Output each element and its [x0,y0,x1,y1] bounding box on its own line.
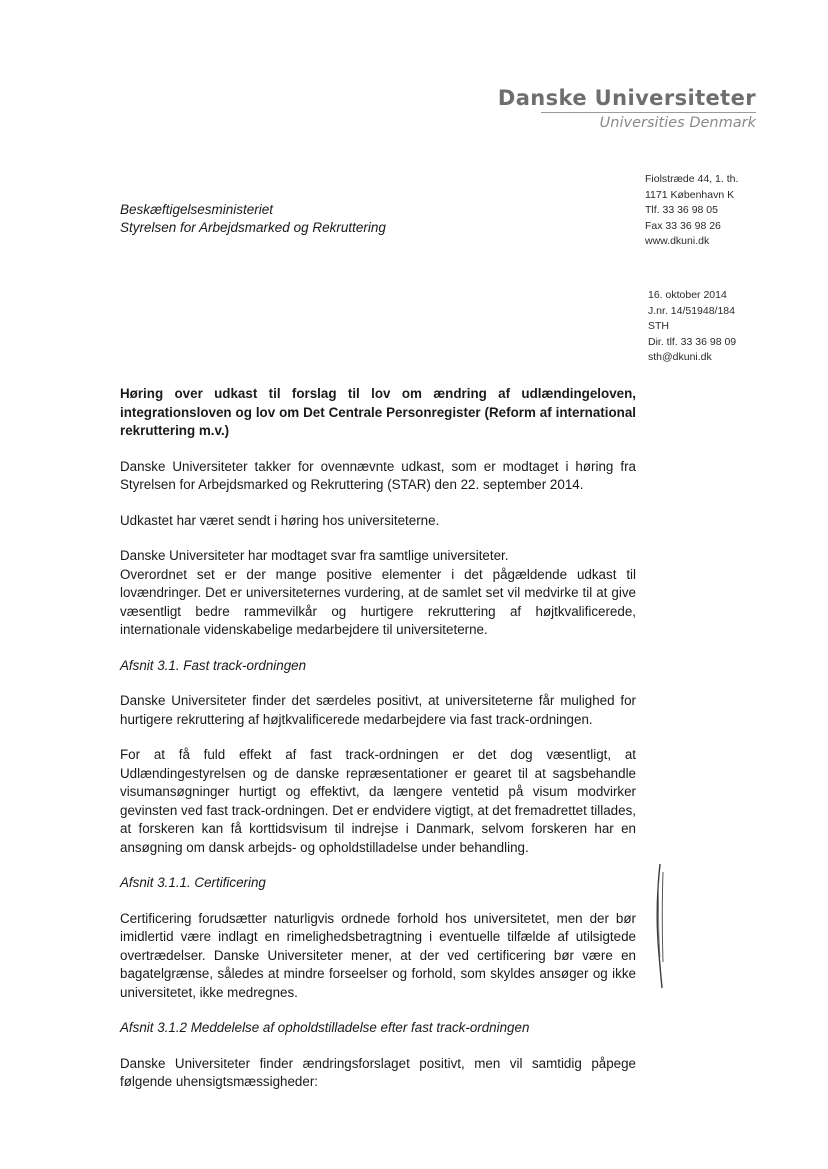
sender-phone: Tlf. 33 36 98 05 [645,204,718,216]
sender-initials: STH [648,320,669,332]
paragraph-residence-permit: Danske Universiteter finder ændringsforslaget positivt, men vil samtidig påpege følgende uhensigtsmæssigheder: [120,1055,636,1089]
sender-email: sth@dkuni.dk [648,351,712,363]
sender-address-street: Fiolstræde 44, 1. th. [645,173,739,185]
section-heading-residence-permit: Afsnit 3.1.2 Meddelelse af opholdstilladelse efter fast track-ordningen [120,1020,530,1035]
sender-address-city: 1171 København K [645,188,735,201]
paragraph-fast-track-positive: Danske Universiteter finder det særdeles positivt, at universiteterne får mulighed for hurtigere rekruttering af højtkvalificerede medarbejdere via fast track-ordningen. [120,693,636,727]
paragraph-consultation: Udkastet har været sendt i høring hos universiteterne. [120,512,440,528]
paragraph-fast-track-visa: For at få fuld effekt af fast track-ordningen er det dog væsentligt, at Udlændingestyrelsen og de danske repræsentationer er gearet til at sagsbehandle visumansøgninger hurtigt og effektivt, da længere ventetid på visum modvirker gevinsten ved fast track-ordningen. Det er endvidere vigtigt, at det fremadrettet tillades, at forskeren kan få korttidsvisum til indrejse i Danmark, selvom forskeren har en ansøgning om dansk arbejds- og opholdstilladelse under behandling. [120,747,636,855]
logo-subtitle: Universities Denmark [599,115,756,131]
letter-body [120,385,636,1109]
sender-website: www.dkuni.dk [645,235,710,247]
paragraph-overall-assessment: Overordnet set er der mange positive elementer i det pågældende udkast til lovændringer. Det er universiteternes vurdering, at de samlet set vil medvirke til at give væsentligt bedre rammevilkår og hurtigere rekruttering af højtkvalificerede, internationale videnskabelige medarbejdere til universiteterne. [120,566,636,637]
paragraph-certification: Certificering forudsætter naturligvis ordnede forhold hos universitetet, men der bør imidlertid være indlagt en rimelighedsbetragtning i eventuelle tilfælde af utilsigtede overtrædelser. Danske Universiteter mener, at der ved certificering bør være en bagatelgrænse, således at mindre forseelser og forhold, som skyldes ansøger og ikke universitetet, ikke medregnes. [120,910,636,1000]
danske-universiteter-logo [498,86,756,131]
letter-title: Høring over udkast til forslag til lov om ændring af udlændingeloven, integrationsloven og lov om Det Centrale Personregister (Reform af international rekruttering m.v.) [120,386,636,438]
logo-name: Danske Universiteter [497,86,756,110]
journal-number: J.nr. 14/51948/184 [648,304,735,317]
paragraph-responses: Danske Universiteter har modtaget svar fra samtlige universiteter. [120,548,509,563]
paragraph-intro: Danske Universiteter takker for ovennævnte udkast, som er modtaget i høring fra Styrelsen for Arbejdsmarked og Rekruttering (STAR) den 22. september 2014. [120,458,636,492]
recipient-ministry: Beskæftigelsesministeriet [120,202,274,217]
direct-phone: Dir. tlf. 33 36 98 09 [648,335,737,348]
handwritten-margin-mark [650,862,670,992]
letter-date: 16. oktober 2014 [648,289,727,301]
letter-meta-block [648,288,736,366]
sender-contact-block [645,172,738,250]
recipient-block [120,201,386,237]
logo-divider [541,112,756,113]
sender-fax: Fax 33 36 98 26 [645,219,721,232]
recipient-agency: Styrelsen for Arbejdsmarked og Rekruttering [120,220,386,235]
section-heading-fast-track: Afsnit 3.1. Fast track-ordningen [120,657,307,673]
section-heading-certification: Afsnit 3.1.1. Certificering [120,875,266,890]
